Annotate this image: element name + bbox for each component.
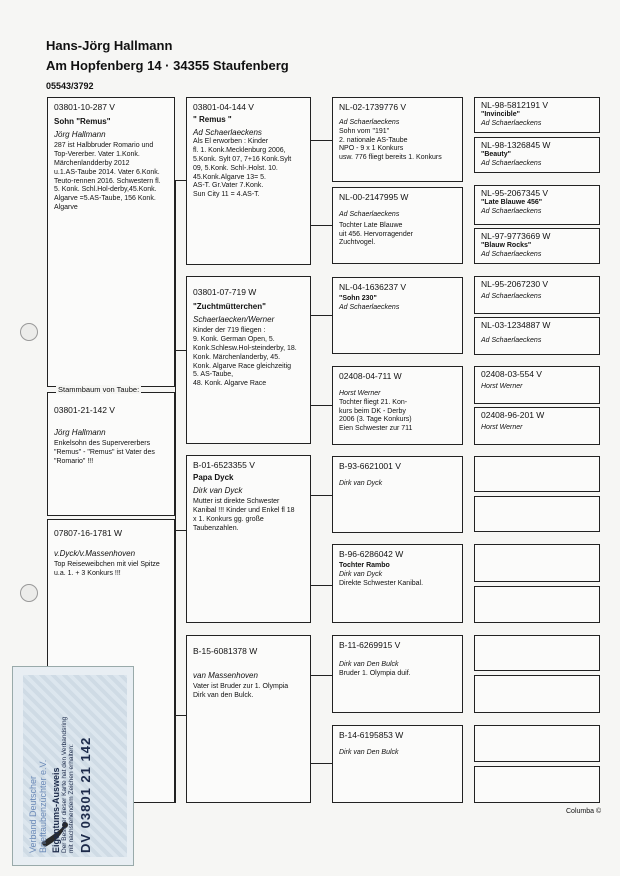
gen3-ring: NL-02-1739776 V (339, 102, 407, 112)
gen4-box-empty (474, 725, 600, 762)
connector-line (311, 495, 332, 496)
gen3-text: Direkte Schwester Kanibal. (339, 579, 424, 587)
card-text-block (29, 683, 93, 853)
footer-brand: Columba © (566, 808, 602, 815)
gen3-ring: 02408-04-711 W (339, 371, 402, 381)
gen3-text: Bruder 1. Olympia duif. (339, 669, 411, 677)
gen3-breeder: Dirk van Den Bulck (339, 748, 399, 756)
gen3-box (332, 187, 463, 264)
owner-address: Am Hopfenberg 14 · 34355 Staufenberg (46, 58, 289, 73)
gen2-box (186, 635, 311, 803)
subject-breeder: Jörg Hallmann (54, 427, 106, 437)
connector-line (311, 315, 332, 316)
gen4-breeder: Ad Schaerlaeckens (481, 207, 542, 215)
gen3-box (332, 456, 463, 533)
connector-line (175, 530, 186, 531)
gen3-text: Sohn vom "191" 2. nationale AS-Taube NPO - 9 x 1 Konkurs usw. 776 fliegt bereits 1. Konkurs (339, 127, 442, 162)
gen4-breeder: Ad Schaerlaeckens (481, 336, 542, 344)
gen3-breeder: Dirk van Den Bulck (339, 660, 399, 668)
sire-breeder: Jörg Hallmann (54, 129, 106, 139)
gen3-ring: B-14-6195853 W (339, 730, 404, 740)
connector-line (175, 180, 176, 803)
gen4-ring: NL-98-5812191 V (481, 100, 549, 110)
gen3-breeder: Ad Schaerlaeckens (339, 303, 400, 311)
gen4-name: "Beauty" (481, 150, 511, 158)
gen3-ring: NL-04-1636237 V (339, 282, 407, 292)
gen3-ring: B-11-6269915 V (339, 640, 401, 650)
gen2-breeder: Schaerlaecken/Werner (193, 314, 275, 324)
gen4-ring: 02408-96-201 W (481, 410, 545, 420)
owner-name: Hans-Jörg Hallmann (46, 38, 173, 53)
gen4-ring: NL-98-1326845 W (481, 140, 551, 150)
subject-box (47, 392, 175, 516)
gen3-breeder: Dirk van Dyck (339, 479, 383, 487)
connector-line (175, 350, 186, 351)
card-title: Eigentums-Ausweis (50, 767, 61, 853)
gen3-name: Tochter Rambo (339, 561, 390, 569)
gen4-box (474, 97, 600, 133)
sire-ring: 03801-10-287 V (54, 102, 115, 112)
gen2-breeder: Ad Schaerlaeckens (193, 127, 262, 137)
gen4-box (474, 366, 600, 404)
gen4-breeder: Ad Schaerlaeckens (481, 250, 542, 258)
gen3-breeder: Dirk van Dyck (339, 570, 383, 578)
gen3-ring: B-96-6286042 W (339, 549, 404, 559)
gen4-box-empty (474, 544, 600, 582)
card-note: Der Besitzer dieser Karte hat den Verbandsring mit nachstehendem Zeichen erhalten: (60, 716, 76, 853)
gen2-name: " Remus " (193, 114, 232, 124)
gen4-ring: 02408-03-554 V (481, 369, 542, 379)
gen4-box (474, 185, 600, 225)
gen2-text: Als El erworben : Kinder fl. 1. Konk.Mecklenburg 2006, 5.Konk. Sylt 07, 7+16 Konk.Sylt 09, 5.Konk. Schl-.Holst. 10. 45.Konk.Algarve 13= 5. AS-T. Gr.Vater 7.Konk. Sun City 11 = 4.AS-T. (193, 138, 292, 199)
gen4-box-empty (474, 635, 600, 671)
subject-ring: 03801-21-142 V (54, 405, 115, 415)
gen2-name: "Zuchtmütterchen" (193, 301, 266, 311)
gen4-ring: NL-03-1234887 W (481, 320, 551, 330)
punch-hole-top (20, 323, 38, 341)
punch-hole-bottom (20, 584, 38, 602)
gen4-name: "Blauw Rocks" (481, 241, 532, 249)
ownership-card (12, 666, 134, 866)
gen4-box (474, 407, 600, 445)
subject-text: Enkelsohn des Supervererbers "Remus" - "Remus" ist Vater des "Romario" !!! (54, 439, 155, 465)
gen4-box-empty (474, 496, 600, 532)
sire-text: 287 ist Halbbruder Romario und Top-Vererber. Vater 1.Konk. Märchenlandderby 2012 u.1.AS-Taube 2014. Vater 6.Konk. Teuto-rennen 2016. Schwestern fl. 5. Konk. Schl.Hol-derby,45.Konk. Algarve =5.AS-Taube, 156 Konk. Algarve (54, 142, 161, 212)
gen2-text: Kinder der 719 fliegen : 9. Konk. German Open, 5. Konk.Schlesw.Hol-steinderby, 18. Konk. Märchenlanderby, 45. Konk. Algarve Race gleichzeitig 5. AS-Taube, 48. Konk. Algarve Race (193, 327, 297, 388)
gen3-box (332, 366, 463, 445)
gen4-breeder: Ad Schaerlaeckens (481, 292, 542, 300)
gen4-breeder: Ad Schaerlaeckens (481, 159, 542, 167)
gen4-breeder: Horst Werner (481, 382, 523, 390)
gen2-ring: 03801-07-719 W (193, 287, 257, 297)
owner-code: 05543/3792 (46, 81, 94, 91)
gen2-ring: B-15-6081378 W (193, 646, 258, 656)
gen3-breeder: Ad Schaerlaeckens (339, 210, 400, 218)
gen2-ring: 03801-04-144 V (193, 102, 254, 112)
gen2-text: Mutter ist direkte Schwester Kanibal !!! Kinder und Enkel fl 18 x 1. Konkurs gg. große Taubenzahlen. (193, 498, 295, 532)
gen4-name: "Late Blauwe 456" (481, 198, 543, 206)
gen2-box (186, 276, 311, 444)
gen2-box (186, 455, 311, 623)
gen2-breeder: van Massenhoven (193, 670, 258, 680)
connector-line (311, 225, 332, 226)
card-ring-number: DV 03801 21 142 (77, 736, 93, 853)
gen2-breeder: Dirk van Dyck (193, 485, 243, 495)
gen3-box (332, 635, 463, 713)
connector-line (311, 675, 332, 676)
gen4-box (474, 317, 600, 355)
connector-line (175, 715, 186, 716)
gen4-name: "Invincible" (481, 110, 520, 118)
sire-box (47, 97, 175, 387)
gen3-text: Tochter fliegt 21. Kon- kurs beim DK - Derby 2006 (3. Tage Konkurs) Eien Schwester zur 711 (339, 398, 413, 433)
connector-line (311, 585, 332, 586)
connector-line (175, 180, 186, 181)
sire-name: Sohn "Remus" (54, 116, 111, 126)
gen2-name: Papa Dyck (193, 472, 234, 482)
connector-line (311, 405, 332, 406)
gen3-ring: B-93-6621001 V (339, 461, 401, 471)
gen3-name: "Sohn 230" (339, 294, 377, 302)
gen3-text: Tochter Late Blauwe uit 456. Hervorragender Zuchtvogel. (339, 221, 413, 247)
gen4-box-empty (474, 586, 600, 623)
gen3-box (332, 97, 463, 182)
gen4-breeder: Ad Schaerlaeckens (481, 119, 542, 127)
gen2-ring: B-01-6523355 V (193, 460, 255, 470)
dam-text: Top Reiseweibchen mit viel Spitze u.a. 1. + 3 Konkurs !!! (54, 560, 160, 577)
gen4-box-empty (474, 766, 600, 803)
gen3-box (332, 277, 463, 354)
gen3-ring: NL-00-2147995 W (339, 192, 409, 202)
gen4-box (474, 228, 600, 264)
card-org: Verband Deutscher Brieftaubenzüchter e.V. (28, 759, 48, 853)
gen3-box (332, 544, 463, 623)
connector-line (311, 763, 332, 764)
gen4-box-empty (474, 456, 600, 492)
gen2-box (186, 97, 311, 265)
gen2-text: Vater ist Bruder zur 1. Olympia Dirk van den Bulck. (193, 682, 289, 699)
gen3-box (332, 725, 463, 803)
gen4-ring: NL-95-2067230 V (481, 279, 549, 289)
gen3-breeder: Horst Werner (339, 389, 381, 397)
pedigree-title: Stammbaum von Taube: (58, 385, 140, 394)
dam-breeder: v.Dyck/v.Massenhoven (54, 548, 136, 558)
gen4-box-empty (474, 675, 600, 713)
connector-line (311, 140, 332, 141)
gen4-box (474, 276, 600, 314)
gen4-breeder: Horst Werner (481, 423, 523, 431)
dam-ring: 07807-16-1781 W (54, 528, 123, 538)
gen4-ring: NL-97-9773669 W (481, 231, 551, 241)
gen4-box (474, 137, 600, 173)
gen3-breeder: Ad Schaerlaeckens (339, 118, 400, 126)
gen4-ring: NL-95-2067345 V (481, 188, 549, 198)
